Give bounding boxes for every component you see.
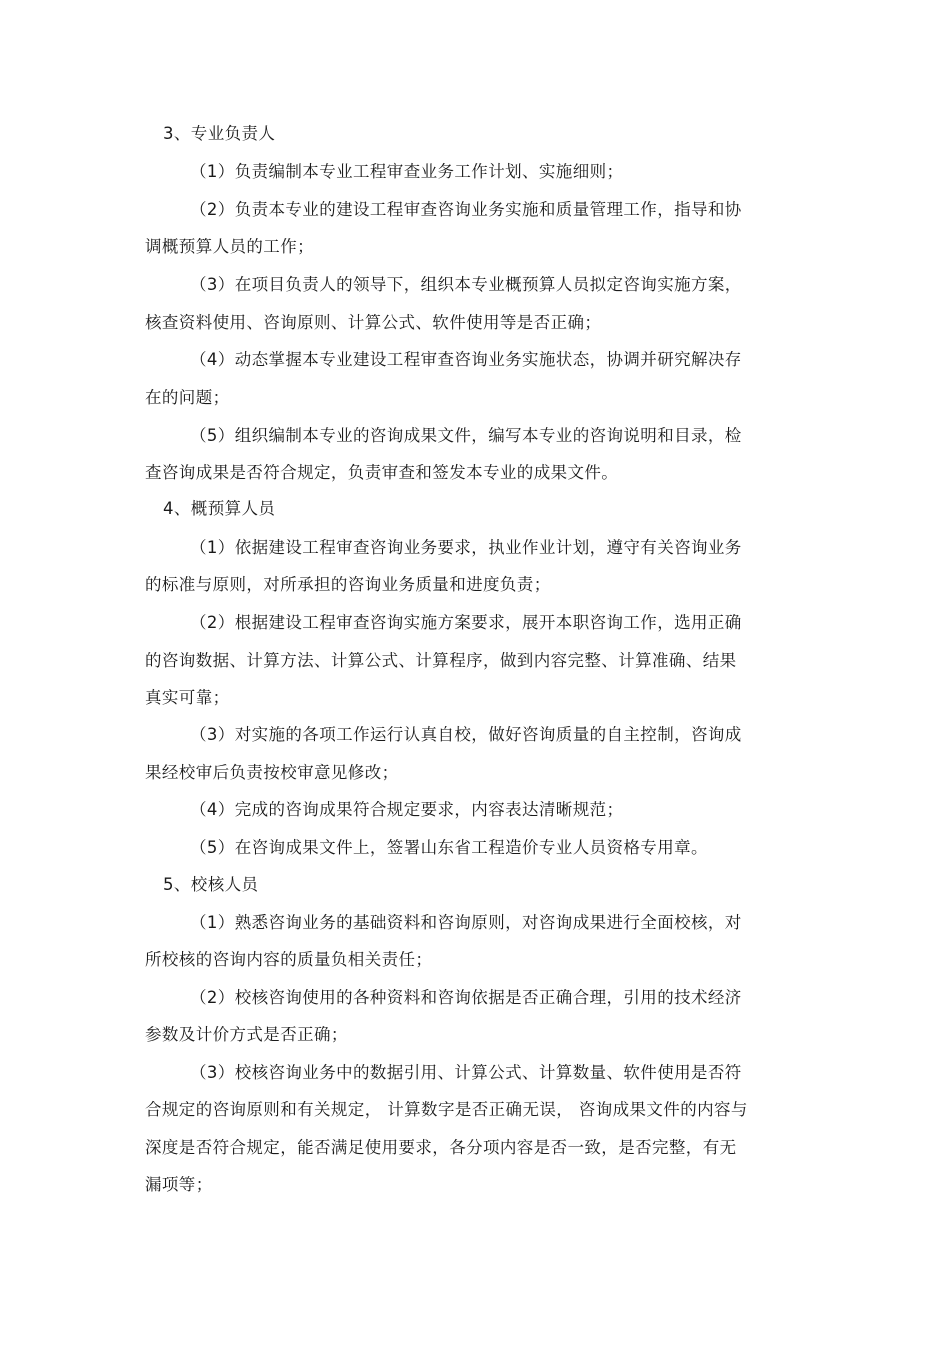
paragraph-line: 合规定的咨询原则和有关规定， 计算数字是否正确无误， 咨询成果文件的内容与 bbox=[145, 1100, 748, 1119]
section-heading-5: 5、校核人员 bbox=[163, 875, 259, 894]
paragraph-line: 果经校审后负责按校审意见修改； bbox=[145, 763, 399, 782]
paragraph-line: （2）根据建设工程审查咨询实施方案要求，展开本职咨询工作，选用正确 bbox=[190, 613, 742, 632]
paragraph-line: （3）校核咨询业务中的数据引用、计算公式、计算数量、软件使用是否符 bbox=[190, 1063, 742, 1082]
paragraph-line: 的标准与原则，对所承担的咨询业务质量和进度负责； bbox=[145, 575, 551, 594]
paragraph-line: 的咨询数据、计算方法、计算公式、计算程序，做到内容完整、计算准确、结果 bbox=[145, 651, 737, 670]
paragraph-line: 漏项等； bbox=[145, 1175, 213, 1194]
paragraph-line: （5）组织编制本专业的咨询成果文件，编写本专业的咨询说明和目录，检 bbox=[190, 426, 742, 445]
paragraph-line: （5）在咨询成果文件上，签署山东省工程造价专业人员资格专用章。 bbox=[190, 838, 708, 857]
paragraph-line: （2）负责本专业的建设工程审查咨询业务实施和质量管理工作，指导和协 bbox=[190, 200, 742, 219]
paragraph-line: 查咨询成果是否符合规定，负责审查和签发本专业的成果文件。 bbox=[145, 463, 619, 482]
paragraph-line: 在的问题； bbox=[145, 388, 230, 407]
paragraph-line: （1）依据建设工程审查咨询业务要求，执业作业计划，遵守有关咨询业务 bbox=[190, 538, 742, 557]
section-heading-4: 4、概预算人员 bbox=[163, 499, 276, 518]
paragraph-line: 所校核的咨询内容的质量负相关责任； bbox=[145, 950, 433, 969]
paragraph-line: （1）负责编制本专业工程审查业务工作计划、实施细则； bbox=[190, 162, 624, 181]
paragraph-line: （1）熟悉咨询业务的基础资料和咨询原则，对咨询成果进行全面校核，对 bbox=[190, 913, 742, 932]
paragraph-line: 深度是否符合规定，能否满足使用要求，各分项内容是否一致，是否完整，有无 bbox=[145, 1138, 737, 1157]
paragraph-line: （3）在项目负责人的领导下，组织本专业概预算人员拟定咨询实施方案， bbox=[190, 275, 742, 294]
paragraph-line: （2）校核咨询使用的各种资料和咨询依据是否正确合理，引用的技术经济 bbox=[190, 988, 742, 1007]
paragraph-line: 调概预算人员的工作； bbox=[145, 237, 314, 256]
paragraph-line: （4）完成的咨询成果符合规定要求，内容表达清晰规范； bbox=[190, 800, 624, 819]
paragraph-line: （4）动态掌握本专业建设工程审查咨询业务实施状态，协调并研究解决存 bbox=[190, 350, 742, 369]
paragraph-line: 核查资料使用、咨询原则、计算公式、软件使用等是否正确； bbox=[145, 313, 602, 332]
paragraph-line: 参数及计价方式是否正确； bbox=[145, 1025, 348, 1044]
paragraph-line: 真实可靠； bbox=[145, 688, 230, 707]
paragraph-line: （3）对实施的各项工作运行认真自校，做好咨询质量的自主控制，咨询成 bbox=[190, 725, 742, 744]
section-heading-3: 3、专业负责人 bbox=[163, 124, 276, 143]
